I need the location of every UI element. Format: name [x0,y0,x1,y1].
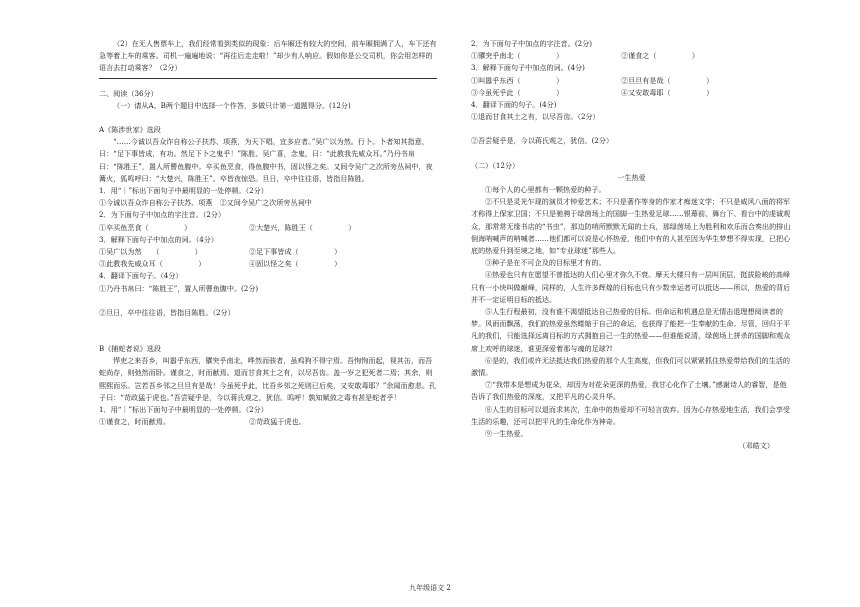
essay-title: 一生热爱 [617,172,646,182]
a-q3-item-1: ①吴广以为然 （ ） [99,247,202,257]
left-column [99,38,437,428]
essay-paragraph: ⑦“我带本是想成为花朵，却因为对花朵更深的热爱，我甘心化作了土壤。”感谢诗人的睿智，是他告诉了我们热爱的深度，又把平凡的心灵升华。 [471,380,787,402]
a-q3-item-3: ③此教我先威众耳（ ） [99,259,206,269]
b-q2-item-1: ①隳突乎南北（ ） [471,51,564,61]
passage-a-title: A《陈涉世家》选段 [99,125,161,135]
b-question-4: 4．翻译下面的句子。(4分) [471,100,557,110]
a-question-1-sentences: ①今诚以吾众诈自称公子扶苏、项燕 ②又间令吴广之次所旁丛祠中 [99,198,312,208]
a-q4-item-2: ②旦日，卒中往往语，皆指目陈胜。（2分） [99,307,235,317]
b-question-1: 1．用“｜”标出下面句子中最明显的一处停顿。（2分） [99,405,268,415]
essay-paragraph: ⑥是的，我们或许无法抵达我们热爱的那个人生高度，但我们可以紧紧抓住热爱带给我们的生活的激情。 [471,355,791,378]
page-footer: 九年级语文 2 [409,584,451,592]
section-2-title: 二、阅读（36分） [99,88,158,98]
section-2-intro: （一）请从A、B两个题目中选择一个作答，多做只计第一道题得分。(12分) [113,100,351,110]
b-q1-item-1: ①谨食之，时而献焉。 [99,417,170,427]
a-q2-item-2: ②大楚兴，陈胜王（ ） [249,222,356,232]
essay-paragraph: ④热爱也只有在愿望不曾抵达的人们心里才弥久不衰。摩天大楼只有一层叫顶层，挺拔险峻的高峰只有一小块叫做巅峰，同样的，人生许多辉煌的目标也只有少数幸运者可以抵达——所以，热爱的背后并不一定证明目标的抵达。 [471,270,791,304]
a-question-3: 3．解释下面句子中加点的词。（4分） [99,234,218,244]
essay-paragraph: ②不只是灵光乍现的演员才钟爱艺术；不只是著作等身的作家才痴迷文学；不只是威风八面的将军才称得上保家卫国；不只是驰骋于绿茵场上的国脚一生热爱足球……银幕前、舞台下、看台中的虔诚观众，那常常无缘书店的“书虫”，那边防哨所默默无闻的士兵，那绿茵场上为胜利和欢乐而合奏出的排山倒海呐喊声的呐喊者……他们都可以说是心怀热爱，他们中有的人甚至因为华生梦想不得实现，已把心底的热爱升到至境之地，如“专业球迷”那些人。 [471,197,791,256]
b-q3-item-2: ②旦旦有是哉（ ） [621,75,714,85]
essay-author: （邓皓文） [738,441,774,451]
a-question-4: 4．翻译下面句子。（4分） [99,271,183,281]
essay-paragraph: ①每个人的心里都有一颗热爱的种子。 [485,185,606,195]
passage-a-text: “……今诚以吾众诈自称公子扶苏、项燕，为天下唱，宜多应者。”吴广以为然。行卜。卜者知其指意，曰：“足下事皆成，有功。然足下卜之鬼乎！”陈胜、吴广喜，念鬼，曰：“此教我先威众耳。”乃丹书帛曰：“陈胜王”，置人所罾鱼腹中。卒买鱼烹食，得鱼腹中书，固以怪之矣。又间令吴广之次所旁丛祠中，夜篝火，狐鸣呼曰：“大楚兴，陈胜王”。卒皆夜惊恐。旦日，卒中往往语，皆指目陈胜。 [99,137,433,183]
b-q3-item-4: ④又安敢毒耶（ ） [621,87,714,97]
b-q4-item-1: ①退而甘食其土之有，以尽吾齿。（2分） [471,112,600,122]
a-question-1: 1．用“｜”标出下面句子中最明显的一处停顿。（2分） [99,186,268,196]
essay-paragraph: ③种子是在不可企及的目标里才有的。 [485,258,606,268]
passage-b-title: B《捕蛇者说》选段 [99,344,161,354]
b-q1-item-2: ②苛政猛于虎也。 [249,417,306,427]
passage-b-text: 悍吏之来吾乡，叫嚣乎东西，隳突乎南北，哗然而骇者，虽鸡狗不得宁焉。吾恂恂而起，视其缶，而吾蛇尚存，则弛然而卧。谨食之，时而献焉。退而甘食其土之有，以尽吾齿。盖一岁之犯死者二焉；其余，则熙熙而乐。岂若吾乡邻之旦旦有是哉！今虽死乎此，比吾乡邻之死则已后矣，又安敢毒耶？”余闻而愈悲。孔子曰：“苛政猛于虎也。”吾尝疑乎是，今以蒋氏观之，犹信。呜呼！孰知赋敛之毒有甚是蛇者乎！ [99,356,437,402]
a-q3-item-4: ④固以怪之矣（ ） [249,259,342,269]
b-q3-item-3: ③今虽死乎此（ ） [471,87,564,97]
a-question-2: 2．为下面句子中加点的字注音。（2分） [99,210,226,220]
b-question-2: 2．为下面句子中加点的字注音。(2分) [471,39,592,48]
a-q2-item-1: ①卒买鱼烹食（ ） [99,222,192,232]
b-q4-item-2: ②吾尝疑乎是，今以蒋氏观之，犹信。(2分） [471,136,614,146]
a-q4-item-1: ①乃丹书帛曰：“陈胜王”，置人所罾鱼腹中。(2分) [99,283,259,293]
right-column [471,38,792,453]
part-2-label: （二）（12分） [471,160,520,170]
answer-line [99,78,437,79]
a-q3-item-2: ②足下事皆成（ ） [249,247,342,257]
b-q3-item-1: ①叫嚣乎东西（ ） [471,75,564,85]
essay-paragraph: ⑨一生热爱。 [485,429,528,439]
essay-paragraph: ⑧人生的目标可以退而求其次，生命中的热爱却不可轻言放弃。因为心存热爱地生活，我们会享受生活的乐趣，还可以把平凡的生命化作为神奇。 [471,404,791,426]
b-q2-item-2: ②谨食之（ ） [621,51,700,61]
b-question-3: 3．解释下面句子中加点的词。(4分) [471,63,585,73]
essay-paragraph: ⑤人生行程最初，没有谁不渴望抵达自己热爱的目标。但命运和机遇总是无情击退理想阅读者的梦。风雨而飘荡，我们的热爱虽然蜷缩于自己的命运，也获得了能把一生奉献的生命。尽管，回归于平凡的我们，只能选择远离目标的方式拥抱自己一生的热爱——但谁能说清，绿茵场上拼杀的国脚和观众席上欢呼的球迷，谁更深爱着那与魂的足球?! [471,307,791,353]
question-2-text: （2）在无人售票车上，我们经常看到类似的现象：后车厢还有较大的空间，前车厢拥满了人，车下还有急等着上车的乘客。司机一遍遍地说：“再往后走走啦！”却少有人响应。假如你是公交司机，你会用怎样的语言去打动乘客？（2分） [99,39,437,73]
